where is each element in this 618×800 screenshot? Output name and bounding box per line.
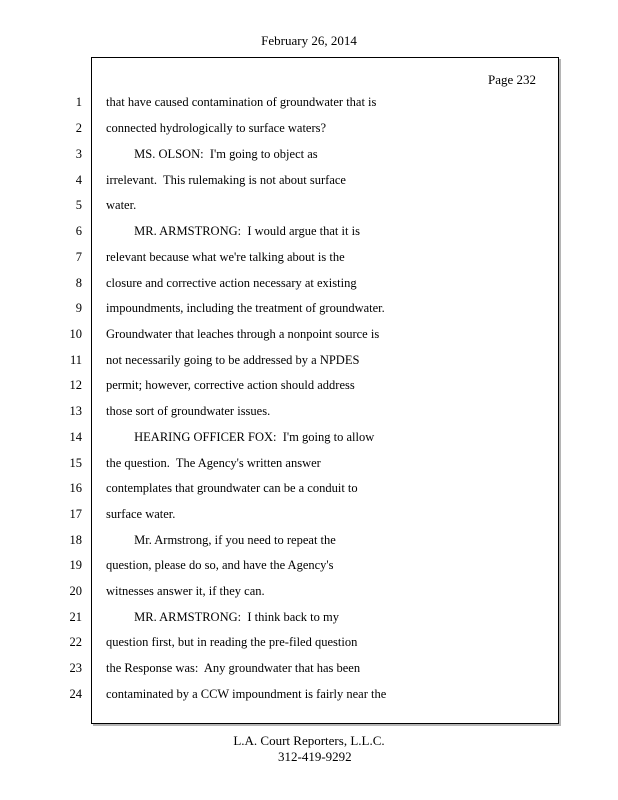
transcript-line	[0, 141, 618, 167]
line-number: 3	[75, 147, 82, 161]
line-text: relevant because what we're talking about is the	[106, 250, 345, 264]
transcript-line	[0, 475, 618, 501]
line-number: 16	[69, 481, 82, 495]
line-number: 20	[69, 584, 82, 598]
line-text: not necessarily going to be addressed by a NPDES	[106, 353, 360, 367]
transcript-line	[0, 501, 618, 527]
line-text: closure and corrective action necessary at existing	[106, 276, 357, 290]
line-number: 12	[69, 378, 82, 392]
line-number: 13	[69, 404, 82, 418]
line-text: that have caused contamination of groundwater that is	[106, 95, 377, 109]
transcript-line	[0, 192, 618, 218]
transcript-line	[0, 218, 618, 244]
transcript-line	[0, 295, 618, 321]
line-text: MR. ARMSTRONG: I think back to my	[106, 610, 339, 624]
line-number: 18	[69, 533, 82, 547]
line-text: the Response was: Any groundwater that has been	[106, 661, 361, 675]
line-number: 10	[69, 327, 82, 341]
line-number: 11	[69, 353, 82, 367]
line-text: MR. ARMSTRONG: I would argue that it is	[106, 224, 360, 238]
line-text: Mr. Armstrong, if you need to repeat the	[106, 533, 336, 547]
transcript-line	[0, 450, 618, 476]
line-number: 8	[75, 276, 82, 290]
line-text: impoundments, including the treatment of groundwater.	[106, 301, 385, 315]
line-number: 1	[75, 95, 82, 109]
line-number: 15	[69, 456, 82, 470]
line-text: connected hydrologically to surface waters?	[106, 121, 327, 135]
transcript-line	[0, 244, 618, 270]
line-number: 23	[69, 661, 82, 675]
line-number: 4	[75, 173, 82, 187]
line-number: 22	[69, 635, 82, 649]
transcript-line	[0, 372, 618, 398]
line-text: permit; however, corrective action should address	[106, 378, 355, 392]
line-number: 9	[75, 301, 82, 315]
transcript-line	[0, 629, 618, 655]
line-text: those sort of groundwater issues.	[106, 404, 271, 418]
line-number: 24	[69, 687, 82, 701]
line-text: MS. OLSON: I'm going to object as	[106, 147, 318, 161]
transcript-line	[0, 115, 618, 141]
transcript-line	[0, 552, 618, 578]
transcript-line	[0, 604, 618, 630]
line-text: the question. The Agency's written answer	[106, 456, 321, 470]
line-number: 17	[69, 507, 82, 521]
line-text: Groundwater that leaches through a nonpoint source is	[106, 327, 380, 341]
transcript-line	[0, 270, 618, 296]
line-number: 5	[75, 198, 82, 212]
line-number: 21	[69, 610, 82, 624]
line-text: witnesses answer it, if they can.	[106, 584, 265, 598]
line-number: 2	[75, 121, 82, 135]
transcript-line	[0, 89, 618, 115]
line-number: 7	[75, 250, 82, 264]
line-text: question first, but in reading the pre-filed question	[106, 635, 358, 649]
line-text: question, please do so, and have the Agency's	[106, 558, 334, 572]
line-text: surface water.	[106, 507, 176, 521]
line-text: contemplates that groundwater can be a conduit to	[106, 481, 358, 495]
court-reporter-name: L.A. Court Reporters, L.L.C.	[233, 733, 385, 748]
line-text: HEARING OFFICER FOX: I'm going to allow	[106, 430, 375, 444]
transcript-line	[0, 347, 618, 373]
page-number: Page 232	[487, 72, 536, 87]
transcript-line	[0, 321, 618, 347]
line-number: 14	[69, 430, 82, 444]
line-number: 19	[69, 558, 82, 572]
transcript-line	[0, 527, 618, 553]
transcript-line	[0, 681, 618, 707]
line-text: irrelevant. This rulemaking is not about surface	[106, 173, 346, 187]
transcript-date: February 26, 2014	[261, 33, 357, 48]
transcript-line	[0, 655, 618, 681]
line-text: contaminated by a CCW impoundment is fairly near the	[106, 687, 387, 701]
transcript-line	[0, 578, 618, 604]
line-number: 6	[75, 224, 82, 238]
transcript-line	[0, 424, 618, 450]
court-reporter-phone: 312-419-9292	[278, 749, 352, 764]
line-text: water.	[106, 198, 137, 212]
transcript-line	[0, 167, 618, 193]
transcript-line	[0, 398, 618, 424]
